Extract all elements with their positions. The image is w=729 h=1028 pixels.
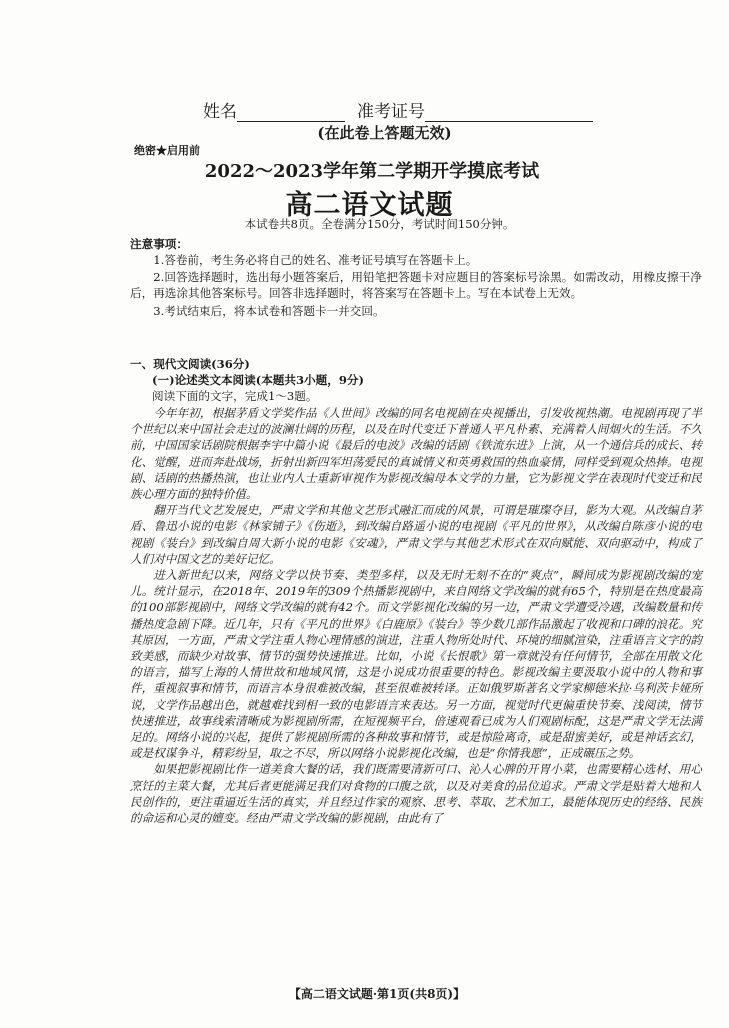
secret-label: 绝密★启用前 (134, 144, 200, 157)
id-label: 准考证号 (357, 102, 425, 122)
passage-paragraph: 今年年初，根据茅盾文学奖作品《人世间》改编的同名电视剧在央视播出，引发收视热潮。电视剧再现了半个世纪以来中国社会走过的波澜壮阔的历程，以及在时代变迁下普通人平凡朴素、充满着人间烟火的生活。不久前，中国国家话剧院根据李宇中篇小说《最后的电波》改编的话剧《铁流东进》上演，从一个通信兵的成长、转化、觉醒，进而奔赴战场，折射出新四军坦荡爱民的真诚情义和英勇救国的热血豪情，同样受到观众热捧。电视剧、话剧的热播热演，也让业内人士重新审视作为影视改编母本文学的力量，它为影视文学在表现时代变迁和民族心理方面的独特价值。 (130, 406, 702, 502)
passage-paragraph: 如果把影视剧比作一道美食大餐的话，我们既需要清新可口、沁人心脾的开胃小菜，也需要精心选材、用心烹饪的主菜大餐，尤其后者更能满足我们对食物的口腹之欲，以及对美食的品位追求。严肃文学是贴着大地和人民创作的，更注重逼近生活的真实，并且经过作家的观察、思考、萃取、艺术加工，最能体现历史的经络、民族的命运和心灵的嬗变。经由严肃文学改编的影视剧，由此有了 (130, 762, 702, 826)
page-footer: 【高二语文试题·第1页(共8页)】 (288, 987, 466, 1001)
exam-info: 本试卷共8页。全卷满分150分，考试时间150分钟。 (244, 217, 515, 231)
name-id-row (0, 97, 729, 122)
notes-heading: 注意事项： (130, 237, 188, 251)
reading-instruction: 阅读下面的文字，完成1～3题。 (152, 389, 318, 403)
subsection-title: (一)论述类文本阅读(本题共3小题，9分) (152, 373, 364, 387)
invalid-answer-notice: (在此卷上答题无效) (317, 124, 452, 142)
subject-title: 高二语文试题 (285, 190, 454, 221)
note-item: 1.答卷前，考生务必将自己的姓名、准考证号填写在答题卡上。 (153, 253, 478, 267)
note-item: 3.考试结束后，将本试卷和答题卡一并交回。 (153, 303, 385, 318)
passage-paragraph: 翻开当代文艺发展史，严肃文学和其他文艺形式融汇而成的风景，可谓是璀璨夺目，影为大观。从改编自茅盾、鲁迅小说的电影《林家铺子》《伤逝》，到改编自路遥小说的电视剧《平凡的世界》，从改编自陈彦小说的电视剧《装台》到改编自周大新小说的电影《安魂》，严肃文学与其他艺术形式在双向赋能、双向驱动中，构成了人们对中国文艺的美好记忆。 (130, 503, 702, 566)
id-blank (425, 104, 593, 122)
reading-passage (130, 405, 702, 826)
exam-title: 2022～2023学年第二学期开学摸底考试 (204, 161, 540, 182)
section-title: 一、现代文阅读(36分) (130, 357, 250, 371)
name-label: 姓名 (203, 102, 237, 122)
name-blank (237, 104, 345, 122)
passage-paragraph: 进入新世纪以来，网络文学以快节奏、类型多样，以及无时无刻不在的“爽点”，瞬间成为影视剧改编的宠儿。统计显示，在2018年、2019年的309个热播影视剧中，来自网络文学改编的就有65个，特别是在热度最高的100部影视剧中，网络文学改编的就有42个。而文学影视化改编的另一边，严肃文学遭受冷遇，改编数量和传播热度急剧下降。近几年，只有《平凡的世界》《白鹿原》《装台》等少数几部作品激起了收视和口碑的浪花。究其原因，一方面，严肃文学注重人物心理情感的演进，注重人物所处时代、环境的细腻渲染，注重语言文字的韵致美感，而缺少对故事、情节的强势快速推进。比如，小说《长恨歌》第一章就没有任何情节，全部在用散文化的语言，描写上海的人情世故和地域风情，这是小说成功很重要的特色。影视改编主要汲取小说中的人物和事件，重视叙事和情节，而语言本身很难被改编，甚至很难被转译。正如俄罗斯著名文学家柳德米拉·乌利茨卡娅所说，文学作品越出色，就越难找到相一致的电影语言来表达。另一方面，视觉时代更偏重快节奏、浅阅读，情节快速推进，故事线索清晰成为影视剧所需，在短视频平台，倍速观看已成为人们观剧标配，这是严肃文学无法满足的。网络小说的兴起，提供了影视剧所需的各种故事和情节，或是惊险离奇，或是甜蜜美好，或是神话玄幻，或是权谋争斗，精彩纷呈，取之不尽，所以网络小说影视化改编，也是“你情我愿”，正成碾压之势。 (130, 568, 702, 761)
notes-list (130, 252, 702, 320)
note-item: 2.回答选择题时，选出每小题答案后，用铅笔把答题卡对应题目的答案标号涂黑。如需改动，用橡皮擦干净后，再选涂其他答案标号。回答非选择题时，将答案写在答题卡上。写在本试卷上无效。 (130, 270, 702, 301)
